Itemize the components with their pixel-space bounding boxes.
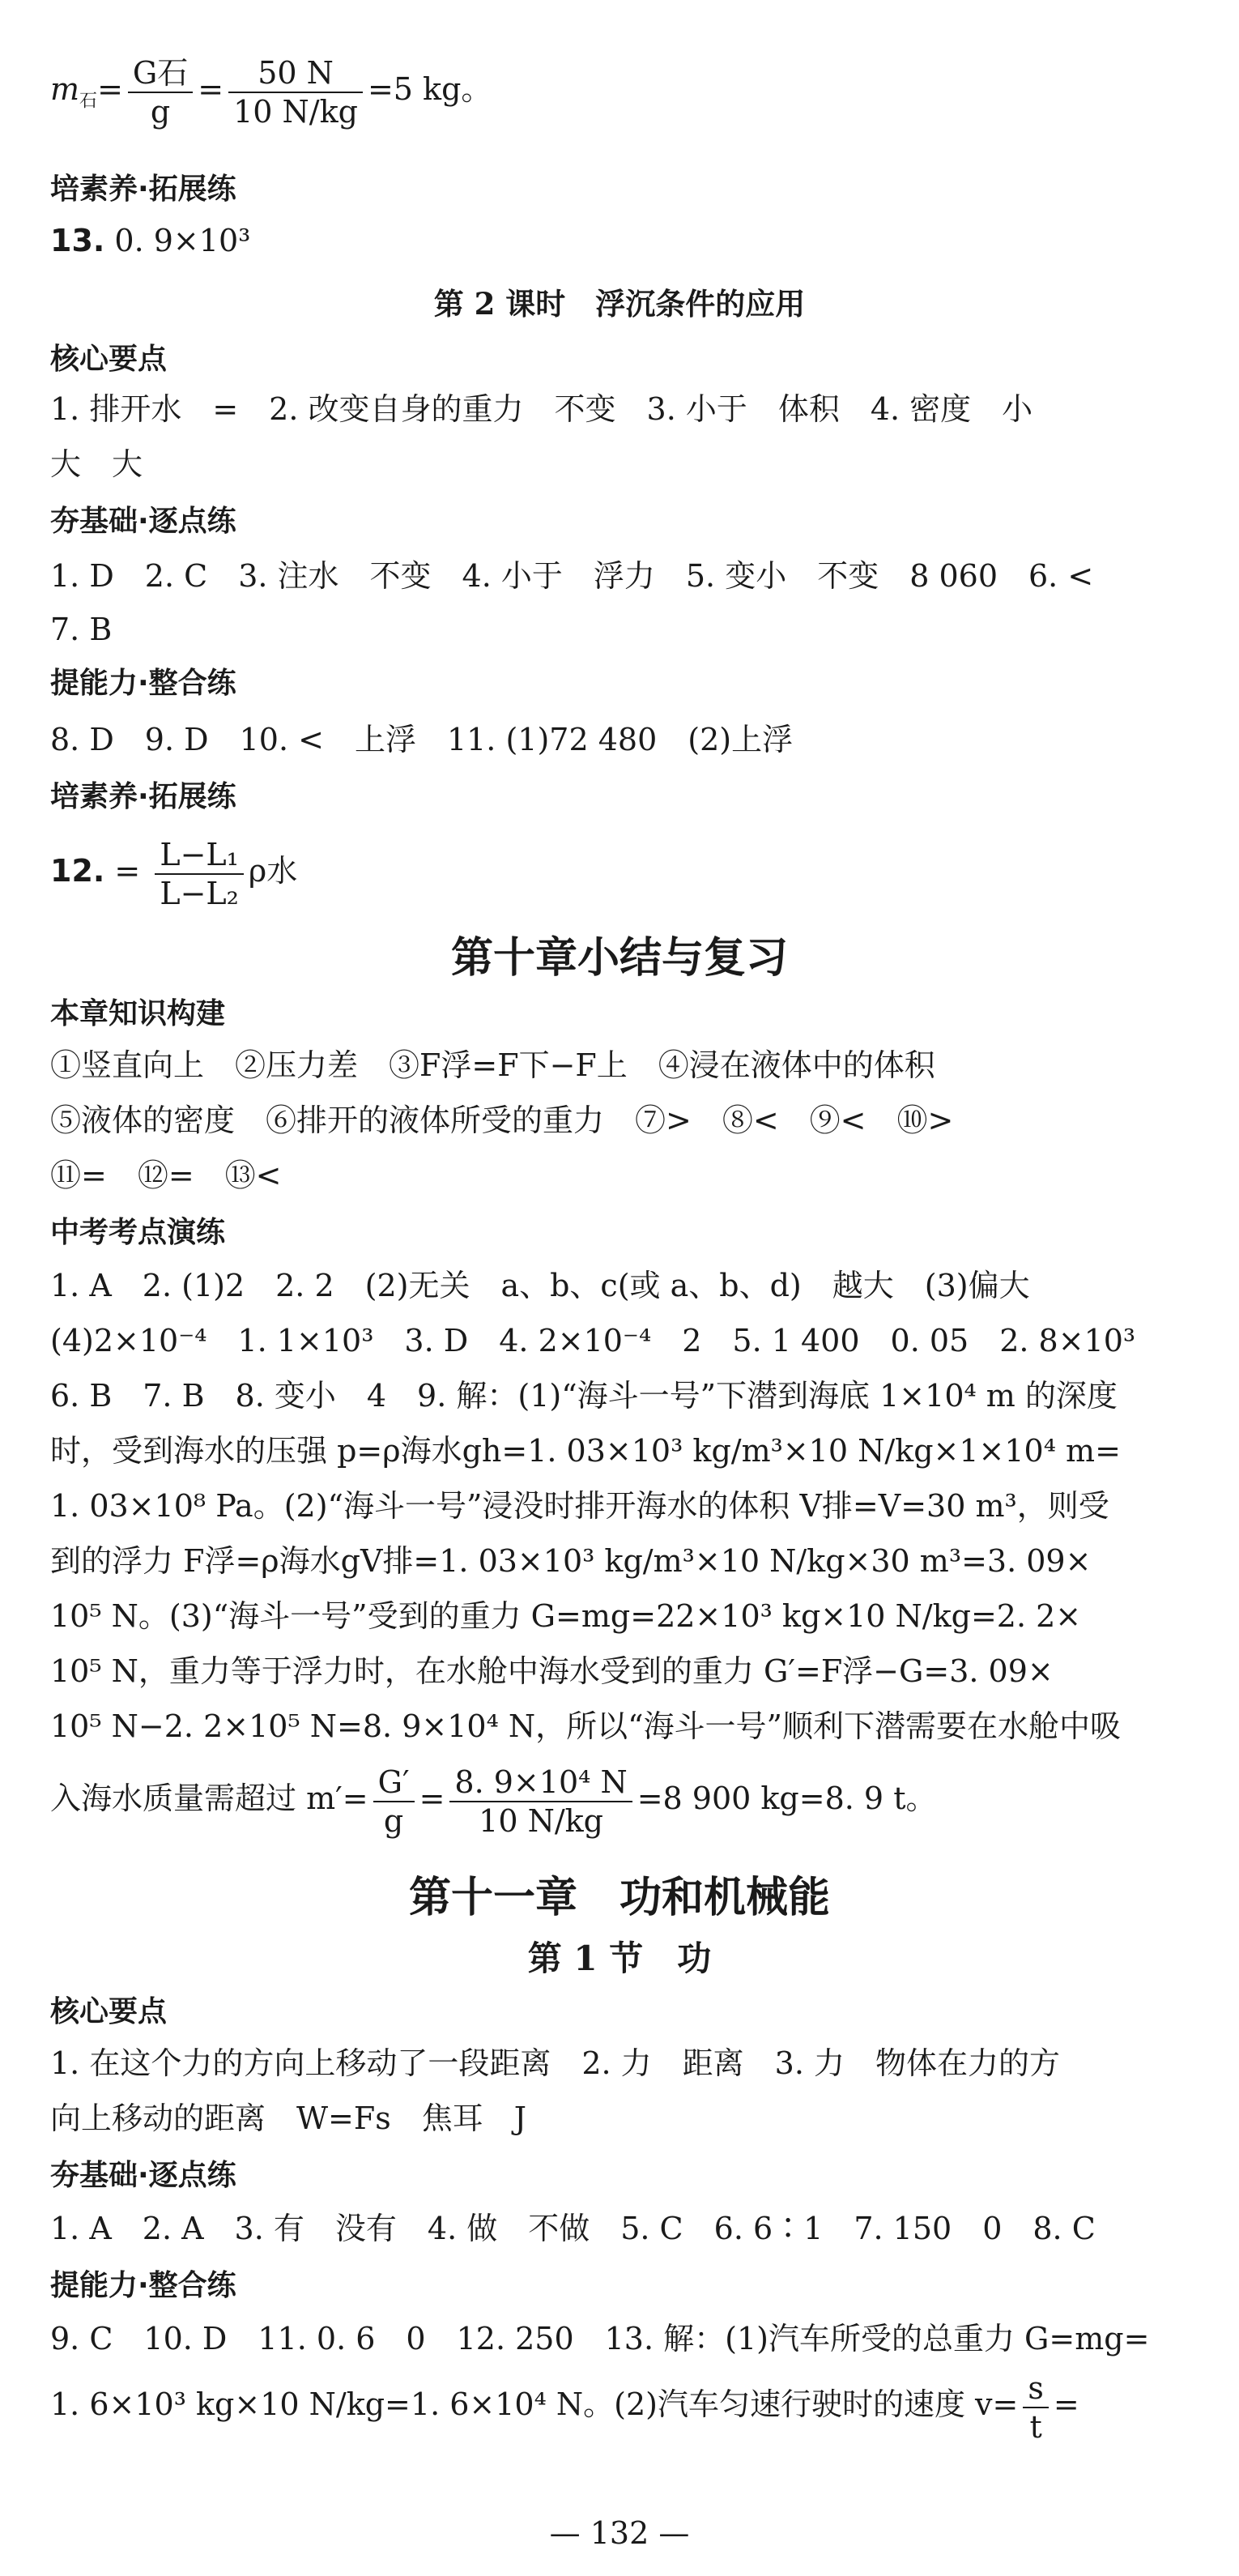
answer-line: 10⁵ N，重力等于浮力时，在水舱中海水受到的重力 G′=F浮−G=3. 09× xyxy=(50,1653,1054,1689)
fraction: $\frac{\text{G石}}{g}$ xyxy=(128,54,193,130)
answer-line: 10⁵ N。(3)“海斗一号”受到的重力 G=mg=22×10³ kg×10 N/kg=2. 2× xyxy=(50,1598,1082,1634)
section-heading: 提能力·整合练 xyxy=(50,2269,236,2302)
chapter-title: 第十一章 功和机械能 xyxy=(408,1873,830,1922)
answer-line: 1. 在这个力的方向上移动了一段距离 2. 力 距离 3. 力 物体在力的方 xyxy=(50,2045,1061,2081)
answer-line: 到的浮力 F浮=ρ海水gV排=1. 03×10³ kg/m³×10 N/kg×30 m³=3. 09× xyxy=(50,1543,1092,1579)
answer-line: ⑪= ⑫= ⑬< xyxy=(50,1158,282,1193)
answer-line: 1. 排开水 = 2. 改变自身的重力 不变 3. 小于 体积 4. 密度 小 xyxy=(50,391,1033,427)
answer-line: 7. B xyxy=(50,612,113,647)
fraction: $\frac{G'}{g}$ xyxy=(373,1764,415,1840)
answer-line: 1. A 2. (1)2 2. 2 (2)无关 a、b、c(或 a、b、d) 越大 (3)偏大 xyxy=(50,1268,1030,1303)
section-heading: 核心要点 xyxy=(50,343,168,376)
equation-velocity: 1. 6×10³ kg×10 N/kg=1. 6×10⁴ N。(2)汽车匀速行驶时的速度 v= $\frac{s}{t}$ = xyxy=(50,2369,1079,2445)
answer-line: 8. D 9. D 10. < 上浮 11. (1)72 480 (2)上浮 xyxy=(50,722,794,757)
fraction: $\frac{\text{L−L₁}}{\text{L−L₂}}$ xyxy=(155,836,244,912)
section-heading: 提能力·整合练 xyxy=(50,667,236,700)
chapter-title: 第十章小结与复习 xyxy=(450,933,788,983)
answer-line: 13. 0. 9×10³ xyxy=(50,223,251,258)
answer-line: 大 大 xyxy=(50,446,143,482)
answer-line: 1. A 2. A 3. 有 没有 4. 做 不做 5. C 6. 6∶1 7. 150 0 8. C xyxy=(50,2211,1096,2246)
answer-line: (4)2×10⁻⁴ 1. 1×10³ 3. D 4. 2×10⁻⁴ 2 5. 1 400 0. 05 2. 8×10³ xyxy=(50,1323,1136,1358)
answer-line: ⑤液体的密度 ⑥排开的液体所受的重力 ⑦> ⑧< ⑨< ⑩> xyxy=(50,1102,954,1138)
section-title: 第 1 节 功 xyxy=(527,1938,712,1978)
answer-line: 1. D 2. C 3. 注水 不变 4. 小于 浮力 5. 变小 不变 8 060 6. < xyxy=(50,558,1094,594)
equation-mass-stone: $m_石=$ $\frac{\text{G石}}{g}$ = $\frac{50 N}{10 N/kg}$ =5 kg。 xyxy=(50,54,492,130)
section-heading: 夯基础·逐点练 xyxy=(50,2159,236,2192)
section-heading: 夯基础·逐点练 xyxy=(50,505,236,538)
answer-line: 向上移动的距离 W=Fs 焦耳 J xyxy=(50,2100,526,2136)
equation-m-prime: 入海水质量需超过 m′= $\frac{G'}{g}$ = $\frac{\text{8. 9×10⁴ N}}{10 N/kg}$ =8 900 kg=8. 9 t。 xyxy=(50,1764,937,1839)
lesson-title: 第 2 课时 浮沉条件的应用 xyxy=(433,286,806,322)
answer-line-fraction: 12. = $\frac{\text{L−L₁}}{\text{L−L₂}}$ ρ水 xyxy=(50,836,298,911)
section-heading: 核心要点 xyxy=(50,1995,168,2028)
answer-line: 1. 03×10⁸ Pa。(2)“海斗一号”浸没时排开海水的体积 V排=V=30 m³，则受 xyxy=(50,1488,1109,1524)
section-heading: 培素养·拓展练 xyxy=(50,780,236,813)
answer-line: 时，受到海水的压强 p=ρ海水gh=1. 03×10³ kg/m³×10 N/kg×1×10⁴ m= xyxy=(50,1433,1121,1469)
answer-line: 9. C 10. D 11. 0. 6 0 12. 250 13. 解：(1)汽车所受的总重力 G=mg= xyxy=(50,2321,1150,2356)
answer-line: 10⁵ N−2. 2×10⁵ N=8. 9×10⁴ N，所以“海斗一号”顺利下潜需要在水舱中吸 xyxy=(50,1708,1121,1744)
fraction: $\frac{50 N}{10 N/kg}$ xyxy=(228,54,363,130)
fraction: $\frac{\text{8. 9×10⁴ N}}{10 N/kg}$ xyxy=(449,1764,632,1840)
answer-line: 6. B 7. B 8. 变小 4 9. 解：(1)“海斗一号”下潜到海底 1×10⁴ m 的深度 xyxy=(50,1378,1118,1414)
page-number: — 132 — xyxy=(549,2515,690,2551)
section-heading: 中考考点演练 xyxy=(50,1216,226,1249)
section-heading: 本章知识构建 xyxy=(50,997,226,1030)
answer-line: ①竖直向上 ②压力差 ③F浮=F下−F上 ④浸在液体中的体积 xyxy=(50,1047,935,1083)
section-heading: 培素养·拓展练 xyxy=(50,173,236,206)
fraction: $\frac{s}{t}$ xyxy=(1023,2369,1049,2446)
